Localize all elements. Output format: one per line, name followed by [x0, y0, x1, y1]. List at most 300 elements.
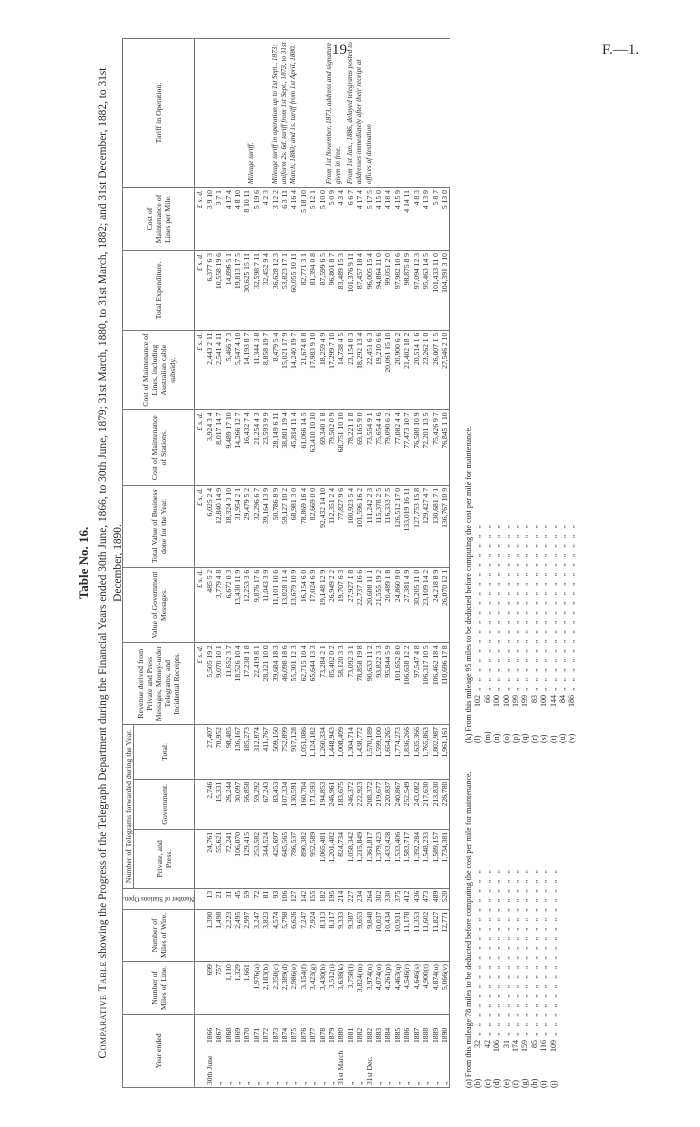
cell-t: 1,448,943: [327, 725, 336, 780]
cell-r: 85,402 0 2: [327, 643, 336, 725]
ditto-marks: „ „ „ „ „ „ „ „ „ „ „ „ „ „ „ „ „ „: [492, 868, 502, 1036]
footnote-miles: 83: [529, 695, 539, 703]
cell-tv: 29,479 5 2: [242, 485, 251, 567]
footnote: [539, 743, 548, 1088]
cell-ms: 75,654 4 6: [374, 410, 383, 486]
cell-ml: 5,466 7 3: [224, 330, 233, 410]
footnote: [530, 398, 539, 743]
year-value: 1883: [374, 1027, 384, 1043]
table-row: [412, 39, 421, 1088]
cell-r: 93,822 3 3: [374, 643, 383, 725]
cell-s: 72: [252, 888, 261, 909]
footnote-miles: 102: [473, 695, 483, 707]
cell-gm: 26,949 2 2: [327, 567, 336, 643]
cell-te: 83,489 15 3: [336, 251, 345, 331]
cell-gv: 130,591: [289, 779, 298, 829]
cell-t: 1,051,086: [299, 725, 308, 780]
cell-te: 53,823 17 1: [280, 251, 289, 331]
footnote-miles: 116: [539, 1040, 549, 1052]
cell-ml: 27,546 2 10: [440, 330, 450, 410]
cell-ml: 8,479 5 4: [271, 330, 280, 410]
cell-s: 182: [318, 888, 327, 909]
cell-gm: 19,148 12 9: [318, 567, 327, 643]
ditto-marks: „ „ „ „ „ „ „ „ „ „ „ „ „ „ „ „ „ „: [473, 523, 483, 691]
cell-t: 1,570,189: [365, 725, 374, 780]
footnote-miles: 85: [529, 1040, 539, 1048]
cell-gv: 240,867: [393, 779, 402, 829]
cell-tv: 68,981 3 0: [289, 485, 298, 567]
cell-gv: 2,746: [205, 779, 214, 829]
year-group: „: [345, 1081, 355, 1085]
year-cell: [224, 1014, 233, 1087]
cell-gv: 183,675: [336, 779, 345, 829]
year-group: „: [392, 1081, 402, 1085]
cell-r: 46,098 18 6: [280, 643, 289, 725]
cell-gv: 26,244: [224, 779, 233, 829]
cell-l: 5,066(v): [440, 962, 450, 1014]
cell-te: 99,051 2 0: [383, 251, 392, 331]
year-value: 1869: [232, 1027, 242, 1043]
cell-gm: 11,043 3 9: [261, 567, 270, 643]
year-group: „: [402, 1081, 412, 1085]
year-cell: [346, 1014, 355, 1087]
cell-t: 98,485: [224, 725, 233, 780]
cell-gm: 20,489 1 8: [383, 567, 392, 643]
cell-ml: 21,402 18 2: [402, 330, 411, 410]
footnote-letter: (r): [529, 735, 539, 743]
cell-pm: 5 0 9: [327, 188, 336, 251]
cell-pm: 5 8 7: [431, 188, 440, 251]
cell-gv: 107,334: [280, 779, 289, 829]
cell-ml: 19,210 6 6: [374, 330, 383, 410]
cell-ms: 79,090 6 2: [383, 410, 392, 486]
cell-l: 3,512(i): [327, 962, 336, 1014]
ditto-marks: „ „ „ „ „ „ „ „ „ „ „ „ „ „ „ „ „ „: [501, 868, 511, 1036]
cell-p: 1,433,428: [383, 830, 392, 889]
cell-s: 520: [440, 888, 450, 909]
cell-l: 2,389(d): [280, 962, 289, 1014]
header-year: Year ended: [123, 1014, 195, 1087]
cell-pm: 5 18 10: [299, 188, 308, 251]
cell-t: 136,167: [233, 725, 242, 780]
cell-r: 28,121 10 0: [261, 643, 270, 725]
year-value: 1878: [317, 1027, 327, 1043]
cell-r: 106,638 12 2: [402, 643, 411, 725]
cell-s: 106: [280, 888, 289, 909]
year-value: 1866: [204, 1027, 214, 1043]
header-stations: Number of Stations Open.: [123, 888, 195, 909]
cell-s: 214: [336, 888, 345, 909]
year-group: „: [355, 1081, 365, 1085]
header-miles-line: Number of Miles of Line.: [123, 962, 195, 1014]
year-group: 31st Dec.: [364, 1056, 374, 1085]
cell-l: 4,074(o): [374, 962, 383, 1014]
cell-s: 142: [299, 888, 308, 909]
tariff-note: Mileage tariff in operation up to 1st Sept., 1873; uniform 2s. 6d. tariff from 1st Sept., 1873, to 31st March, 1880; and 1s. tariff from 1st April, 1880.: [270, 42, 298, 185]
cell-p: 24,761: [205, 830, 214, 889]
cell-tv: 100,923 5 4: [346, 485, 355, 567]
table-number: Table No. 16.: [76, 526, 91, 600]
cell-ms: 72,201 13 5: [421, 410, 430, 486]
table-row: [271, 39, 280, 1088]
cell-t: 1,836,266: [402, 725, 411, 780]
cell-ms: 21,254 4 3: [252, 410, 261, 486]
cell-t: 509,150: [271, 725, 280, 780]
progress-table: [122, 38, 450, 1088]
cell-ml: 8,858 19 7: [261, 330, 270, 410]
cell-gm: 16,154 6 0: [299, 567, 308, 643]
footnote-miles: 174: [511, 1040, 521, 1052]
footnote-column-left: [473, 743, 576, 1088]
cell-pm: 4 18 4: [383, 188, 392, 251]
cell-gm: 13,430 11 9: [233, 567, 242, 643]
cell-tv: 127,753 15 8: [412, 485, 421, 567]
cell-r: 9,070 10 1: [214, 643, 223, 725]
footnote-letter: (h): [529, 1078, 539, 1088]
cell-pm: 4 17 4: [355, 188, 364, 251]
header-total: Total.: [134, 725, 195, 780]
cell-ms: 16,432 7 4: [242, 410, 251, 486]
cell-ml: 17,983 9 10: [308, 330, 317, 410]
year-value: 1889: [430, 1027, 440, 1043]
year-cell: [393, 1014, 402, 1087]
year-cell: [365, 1014, 374, 1087]
cell-l: 4,463(q): [393, 962, 402, 1014]
ditto-marks: „ „ „ „ „ „ „ „ „ „ „ „ „ „ „ „ „ „: [548, 523, 558, 691]
year-cell: [308, 1014, 317, 1087]
footnote: [502, 398, 511, 743]
cell-gm: 30,205 11 0: [412, 567, 421, 643]
cell-ms: 76,845 1 10: [440, 410, 450, 486]
cell-tv: 31,954 2 1: [233, 485, 242, 567]
cell-r: 110,696 17 8: [440, 643, 450, 725]
cell-r: 73,284 2 1: [318, 643, 327, 725]
footnote-letter: (p): [511, 733, 521, 743]
cell-gv: 15,331: [214, 779, 223, 829]
cell-ms: 61,066 14 5: [299, 410, 308, 486]
ditto-marks: „ „ „ „ „ „ „ „ „ „ „ „ „ „ „ „ „ „: [501, 523, 511, 691]
footnote: [520, 743, 529, 1088]
tariff-note: From 1st November, 1873, address and signature given in free.: [324, 42, 342, 185]
footnote: [502, 743, 511, 1088]
cell-s: 127: [289, 888, 298, 909]
table-row: [318, 39, 327, 1088]
cell-tv: 115,378 2 5: [374, 485, 383, 567]
year-cell: [421, 1014, 430, 1087]
cell-ml: 15,021 17 9: [280, 330, 289, 410]
cell-l: 757: [214, 962, 223, 1014]
cell-tv: 77,827 9 6: [336, 485, 345, 567]
cell-l: 699: [205, 962, 214, 1014]
cell-ms: 78,221 1 8: [346, 410, 355, 486]
cell-gm: 6,672 0 3: [224, 567, 233, 643]
unit-label: £ s. d.: [195, 330, 205, 410]
cell-t: 1,961,161: [440, 725, 450, 780]
cell-gv: 246,961: [327, 779, 336, 829]
cell-s: 264: [365, 888, 374, 909]
cell-t: 1,654,265: [383, 725, 392, 780]
footnote: [549, 398, 558, 743]
cell-w: 11,602: [421, 909, 430, 961]
cell-l: 1,661: [242, 962, 251, 1014]
cell-w: 7,247: [299, 909, 308, 961]
unit-label: £ s. d.: [195, 643, 205, 725]
cell-t: 1,008,409: [336, 725, 345, 780]
cell-tv: 39,164 13 9: [261, 485, 270, 567]
cell-te: 98,875 8 9: [402, 251, 411, 331]
header-private: Private, and Press.: [134, 830, 195, 889]
footnote-letter: (o): [501, 733, 511, 743]
footnote-letter: (i): [539, 1080, 549, 1088]
cell-pm: 8 10 11: [242, 188, 251, 251]
footnote: [492, 743, 501, 1088]
table-row: [242, 39, 251, 1088]
cell-s: 155: [308, 888, 317, 909]
cell-ms: 38,801 19 4: [280, 410, 289, 486]
year-group: „: [242, 1081, 252, 1085]
cell-ms: 45,814 11 4: [289, 410, 298, 486]
table-row: [421, 39, 430, 1088]
cell-gv: 252,549: [402, 779, 411, 829]
cell-p: 1,215,849: [355, 830, 364, 889]
cell-gm: 24,218 8 9: [431, 567, 440, 643]
cell-te: 87,599 6 5: [318, 251, 327, 331]
cell-l: 3,638(k): [336, 962, 345, 1014]
footnote: [520, 398, 529, 743]
cell-p: 1,379,423: [374, 830, 383, 889]
year-group: „: [308, 1081, 318, 1085]
cell-pm: 3 9 10: [205, 188, 214, 251]
cell-s: 45: [233, 888, 242, 909]
ditto-marks: „ „ „ „ „ „ „ „ „ „ „ „ „ „ „ „ „ „: [539, 868, 549, 1036]
cell-te: 95,463 14 5: [421, 251, 430, 331]
cell-gv: 217,630: [421, 779, 430, 829]
footnote-letter: (t): [548, 735, 558, 743]
cell-tv: 50,786 8 9: [271, 485, 280, 567]
cell-gv: 222,923: [355, 779, 364, 829]
cell-gv: 83,453: [271, 779, 280, 829]
cell-r: 62,715 10 4: [299, 643, 308, 725]
cell-w: 9,653: [355, 909, 364, 961]
table-row: [224, 39, 233, 1088]
cell-w: 11,178: [402, 909, 411, 961]
year-value: 1882: [364, 1027, 374, 1043]
footnote-letter: (e): [501, 1079, 511, 1088]
footnote-letter: (v): [567, 733, 577, 743]
caption-lead: Comparative Table: [97, 961, 109, 1059]
cell-te: 32,598 7 11: [252, 251, 261, 331]
footnote-letter: (u): [558, 733, 568, 743]
cell-gv: 219,677: [374, 779, 383, 829]
cell-tv: 82,669 0 0: [308, 485, 317, 567]
units-row: [195, 39, 205, 1088]
cell-p: 253,582: [252, 830, 261, 889]
cell-te: 82,771 3 1: [299, 251, 308, 331]
cell-gv: 213,830: [431, 779, 440, 829]
year-group: „: [232, 1081, 242, 1085]
footnote-miles: 32: [473, 1040, 483, 1048]
cell-gv: 67,243: [261, 779, 270, 829]
cell-gm: 11,101 10 6: [271, 567, 280, 643]
cell-ms: 28,149 6 11: [271, 410, 280, 486]
year-group: „: [251, 1081, 261, 1085]
cell-w: 4,574: [271, 909, 280, 961]
footnote-miles: 199: [511, 695, 521, 707]
cell-tv: 116,333 7 5: [383, 485, 392, 567]
cell-p: 129,415: [242, 830, 251, 889]
page-number: 19: [332, 42, 347, 58]
cell-ml: 2,541 4 11: [214, 330, 223, 410]
footnotes: [464, 38, 577, 1088]
year-value: 1877: [308, 1027, 318, 1043]
cell-pm: 4 8 3: [412, 188, 421, 251]
cell-ms: 77,473 10 7: [402, 410, 411, 486]
cell-p: 1,583,717: [402, 830, 411, 889]
cell-p: 1,392,284: [412, 830, 421, 889]
cell-te: 96,005 15 4: [365, 251, 374, 331]
cell-r: 65,644 13 3: [308, 643, 317, 725]
year-cell: [402, 1014, 411, 1087]
cell-p: 952,589: [308, 830, 317, 889]
footnote: [511, 398, 520, 743]
cell-l: 2,350(c): [271, 962, 280, 1014]
cell-gv: 226,780: [440, 779, 450, 829]
header-gov-messages: Value of Government Messages.: [123, 567, 195, 643]
cell-s: 302: [374, 888, 383, 909]
footnote: [539, 398, 548, 743]
tariff-cell: [195, 39, 450, 188]
unit-label: £ s. d.: [195, 188, 205, 251]
cell-gm: 17,024 6 9: [308, 567, 317, 643]
year-value: 1870: [242, 1027, 252, 1043]
cell-s: 195: [327, 888, 336, 909]
cell-pm: 4 15 0: [374, 188, 383, 251]
cell-t: 312,874: [252, 725, 261, 780]
cell-gm: 3,779 4 8: [214, 567, 223, 643]
footnote-head-row: [464, 38, 473, 1088]
table-body: [195, 39, 450, 1088]
cell-r: 18,526 10 4: [233, 643, 242, 725]
year-group: „: [327, 1081, 337, 1085]
year-cell: [205, 1014, 214, 1087]
year-value: 1887: [411, 1027, 421, 1043]
footnote-columns: [473, 38, 576, 1088]
ditto-marks: „ „ „ „ „ „ „ „ „ „ „ „ „ „ „ „ „ „: [520, 868, 530, 1036]
cell-pm: 4 8 10: [233, 188, 242, 251]
cell-te: 32,452 9 4: [261, 251, 270, 331]
cell-pm: 4 13 9: [421, 188, 430, 251]
cell-r: 90,633 11 2: [365, 643, 374, 725]
table-row: [299, 39, 308, 1088]
tariff-note: From 1st Jan., 1886, delayed telegrams posted to addresses immediately after their receipt at offices of destination: [346, 42, 373, 185]
year-cell: [280, 1014, 289, 1087]
cell-t: 70,952: [214, 725, 223, 780]
cell-te: 96,801 8 7: [327, 251, 336, 331]
cell-tv: 59,127 10 2: [280, 485, 289, 567]
cell-p: 890,382: [299, 830, 308, 889]
cell-p: 645,565: [280, 830, 289, 889]
year-value: 1867: [214, 1027, 224, 1043]
header-telegrams: Number of Telegrams forwarded during the Year.: [123, 725, 134, 889]
year-value: 1879: [327, 1027, 337, 1043]
cell-ms: 69,165 9 0: [355, 410, 364, 486]
year-group: „: [270, 1081, 280, 1085]
year-value: 1871: [251, 1027, 261, 1043]
cell-p: 1,058,342: [346, 830, 355, 889]
footnote-letter: (s): [539, 734, 549, 743]
year-group: „: [430, 1081, 440, 1085]
cell-gm: 20,608 11 1: [365, 567, 374, 643]
year-group: „: [298, 1081, 308, 1085]
cell-gv: 171,593: [308, 779, 317, 829]
footnote-letter: (c): [482, 1079, 492, 1088]
cell-ms: 63,410 10 10: [308, 410, 317, 486]
table-row: [289, 39, 298, 1088]
footnote: [473, 398, 482, 743]
footnote: [511, 743, 520, 1088]
header-total-expenditure: Total Expenditure.: [123, 251, 195, 331]
cell-s: 31: [224, 888, 233, 909]
cell-te: 6,377 6 3: [205, 251, 214, 331]
header-government: Government.: [134, 779, 195, 829]
cell-te: 87,457 18 4: [355, 251, 364, 331]
cell-r: 22,419 8 1: [252, 643, 261, 725]
cell-t: 752,899: [280, 725, 289, 780]
cell-r: 58,120 3 3: [336, 643, 345, 725]
cell-ml: 22,451 6 3: [365, 330, 374, 410]
cell-w: 1,498: [214, 909, 223, 961]
cell-ml: 20,900 6 2: [393, 330, 402, 410]
cell-w: 9,848: [365, 909, 374, 961]
unit-label: £ s. d.: [195, 485, 205, 567]
footnote-miles: 186: [567, 695, 577, 707]
year-cell: [374, 1014, 383, 1087]
cell-w: 3,247: [252, 909, 261, 961]
cell-s: 13: [205, 888, 214, 909]
footnote-letter: (n): [492, 733, 502, 743]
caption-text: showing the Progress of the Telegraph Department during the Financial Years ended 30th June, 1866, to 30th June, 1879; 31st March, 1880, to 31st March, 1882; and 31st December, 1882, to 31st December, 1890.: [97, 67, 124, 959]
year-value: 1874: [280, 1027, 290, 1043]
table-row: [261, 39, 270, 1088]
header-revenue: Revenue derived from Private and Press Messages, Money-order Telegrams, and Incidental Receipts.: [123, 643, 195, 725]
year-group: „: [411, 1081, 421, 1085]
ditto-marks: „ „ „ „ „ „ „ „ „ „ „ „ „ „ „ „ „ „: [567, 523, 577, 691]
cell-r: 17,238 1 8: [242, 643, 251, 725]
footnote-column-right: [473, 398, 576, 743]
title-block: [76, 38, 126, 1088]
cell-w: 2,997: [242, 909, 251, 961]
year-cell: [440, 1014, 450, 1087]
table-row: [336, 39, 345, 1088]
footnote: [483, 743, 492, 1088]
cell-l: 3,974(n): [365, 962, 374, 1014]
year-cell: [355, 1014, 364, 1087]
header-cost-lines: Cost of Maintenance of Lines, including Australian cable subsidy.: [123, 330, 195, 410]
cell-gm: 22,737 16 6: [355, 567, 364, 643]
year-value: 1885: [392, 1027, 402, 1043]
ditto-marks: „ „ „ „ „ „ „ „ „ „ „ „ „ „ „ „ „ „: [511, 523, 521, 691]
cell-ml: 18,292 13 4: [355, 330, 364, 410]
cell-gv: 243,082: [412, 779, 421, 829]
year-value: 1868: [223, 1027, 233, 1043]
year-value: 1890: [439, 1027, 449, 1043]
footnote-letter: (q): [520, 733, 530, 743]
cell-p: 1,065,481: [318, 830, 327, 889]
cell-s: 375: [393, 888, 402, 909]
cell-tv: 130,681 7 1: [431, 485, 440, 567]
table-row: [252, 39, 261, 1088]
cell-tv: 111,242 2 3: [365, 485, 374, 567]
